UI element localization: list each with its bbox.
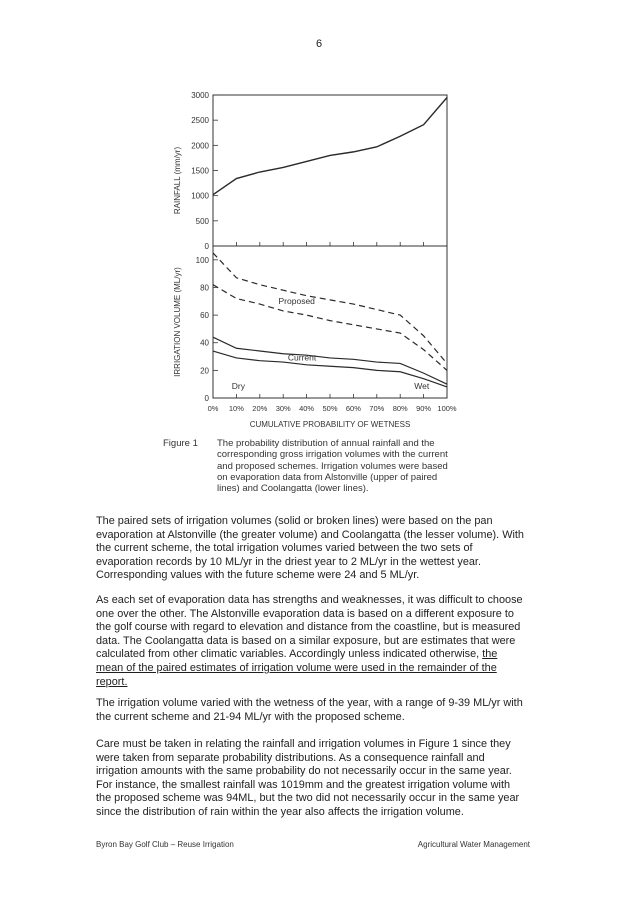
y-tick-label-rainfall: 0 [204,242,209,251]
dry-annotation: Dry [231,381,245,392]
paragraph-line: evaporation at Alstonville (the greater volume) and Coolangatta (the lesser volume). With [96,528,524,541]
figure-caption-label: Figure 1 [163,438,198,449]
paragraph-line: the current scheme and 21-94 ML/yr with the proposed scheme. [96,710,405,723]
paragraph-line: the current scheme, the total irrigation volumes varied between the two sets of [96,542,473,555]
figure-caption-text [217,438,477,494]
y-tick-label-rainfall: 1500 [191,166,209,176]
paragraph-line: For instance, the smallest rainfall was 1019mm and the greatest irrigation volume with [96,778,511,791]
y-tick-label-irrigation: 0 [204,394,209,403]
paragraph-line: since the distribution of rain within the year also affects the irrigation volume. [96,805,464,818]
proposed-annotation: Proposed [278,296,315,307]
caption-line: corresponding gross irrigation volumes with the current [217,449,448,461]
paragraph-line: irrigation amounts with the same probability do not necessarily occur in the same year. [96,765,512,778]
x-tick-label: 100% [437,404,457,413]
x-tick-label: 60% [345,404,361,413]
caption-line: The probability distribution of annual rainfall and the [217,438,435,449]
paragraph-text: calculated from other climatic variables. Accordingly unless indicated otherwise, [96,648,480,661]
x-tick-label: 70% [369,404,385,413]
paragraph-line: the golf course with regard to elevation and distance from the coastline, but is measured [96,621,521,634]
x-tick-label: 90% [416,404,432,413]
x-tick-label: 30% [275,404,291,413]
y-tick-label-irrigation: 100 [195,255,209,265]
y-tick-label-irrigation: 40 [200,338,209,348]
y-tick-label-rainfall: 1000 [191,191,209,201]
paragraph-line [96,662,546,676]
x-tick-label: 20% [252,404,268,413]
y-tick-label-rainfall: 500 [195,216,209,226]
y-tick-label-irrigation: 20 [200,366,209,376]
paragraph-line [96,676,546,690]
paragraph-line: The irrigation volume varied with the wetness of the year, with a range of 9-39 ML/yr with [96,697,523,709]
paragraph-2 [96,594,546,689]
paragraph-line: Care must be taken in relating the rainfall and irrigation volumes in Figure 1 since they [96,738,511,750]
paragraph-line: data. The Coolangatta data is based on a similar exposure, but are estimates that were [96,634,516,647]
underlined-text: report. [96,675,128,688]
proposed-series-line [213,253,447,364]
rainfall-plot-frame [213,95,447,246]
rainfall-axis-label: RAINFALL (mm/yr) [173,146,182,215]
paragraph-line: As each set of evaporation data has strengths and weaknesses, it was difficult to choose [96,594,523,606]
x-tick-label: 10% [228,404,244,413]
y-tick-label-irrigation: 60 [200,311,209,321]
paragraph-line [96,648,546,662]
underlined-text: mean of the paired estimates of irrigation volume were used in the remainder of the [96,661,497,674]
x-tick-label: 0% [207,404,219,413]
paragraph-1 [96,515,546,583]
underlined-text: the [482,648,498,661]
caption-line: on evaporation data from Alstonville (upper of paired [217,471,438,483]
y-tick-label-rainfall: 3000 [191,91,209,100]
figure-1-chart [0,0,638,440]
page-number: 6 [315,38,323,50]
current-annotation: Current [287,352,317,363]
x-axis-label: CUMULATIVE PROBABILITY OF WETNESS [249,420,411,429]
paragraph-line: were taken from separate probability distributions. As a consequence rainfall and [96,751,485,764]
y-tick-label-rainfall: 2000 [191,141,209,151]
current-series-line [213,337,447,384]
current-series-line [213,351,447,387]
caption-line: lines) and Coolangatta (lower lines). [217,483,369,495]
paragraph-line: the proposed scheme was 94ML, but the two did not necessarily occur in the same year [96,792,520,805]
paragraph-line: one over the other. The Alstonville evaporation data is based on a different exposure to [96,607,514,620]
x-tick-label: 50% [322,404,338,413]
irrigation-axis-label: IRRIGATION VOLUME (ML/yr) [173,267,182,377]
rainfall-series-line [213,98,447,195]
wet-annotation: Wet [414,381,430,392]
paragraph-line: Corresponding values with the future scheme were 24 and 5 ML/yr. [96,569,420,582]
footer-right: Agricultural Water Management [417,840,530,849]
y-tick-label-rainfall: 2500 [191,116,209,126]
x-tick-label: 40% [299,404,315,413]
footer-left: Byron Bay Golf Club – Reuse Irrigation [96,840,234,849]
caption-line: and proposed schemes. Irrigation volumes were based [217,460,448,472]
paragraph-4 [96,738,546,820]
paragraph-line: The paired sets of irrigation volumes (solid or broken lines) were based on the pan [96,515,493,527]
paragraph-3 [96,697,546,724]
y-tick-label-irrigation: 80 [200,283,209,293]
x-tick-label: 80% [392,404,408,413]
paragraph-line: evaporation records by 10 ML/yr in the driest year to 2 ML/yr in the wettest year. [96,555,481,568]
